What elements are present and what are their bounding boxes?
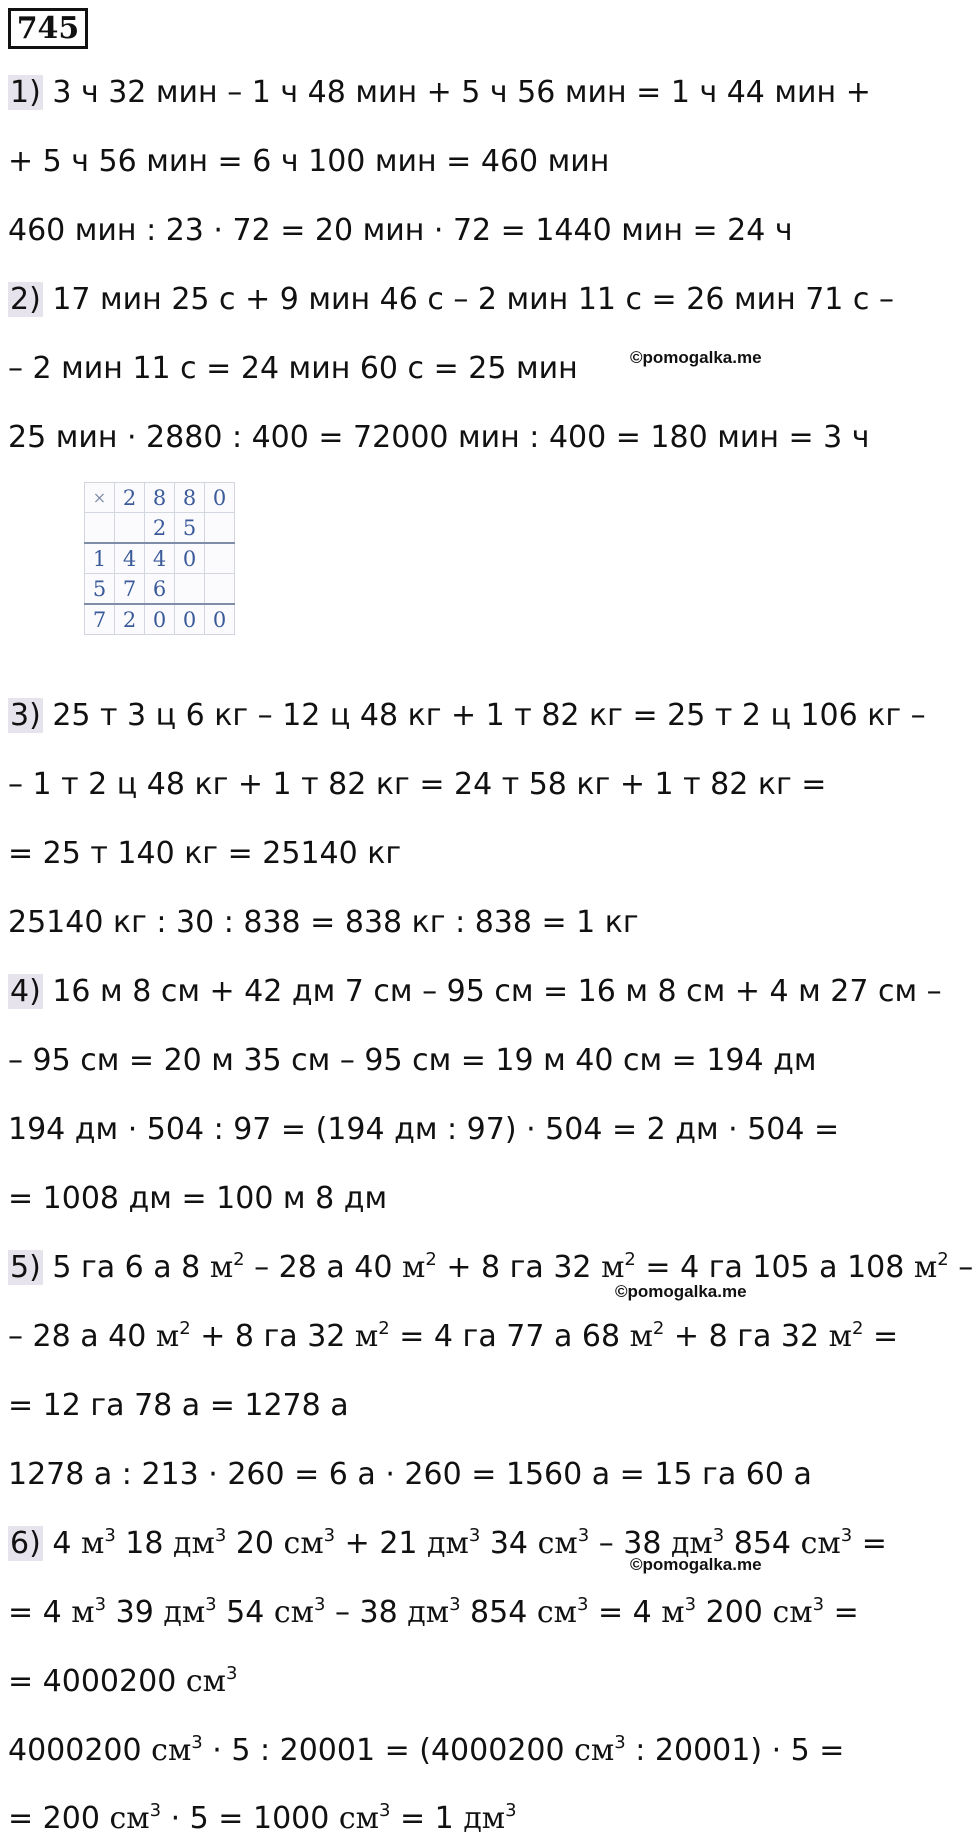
digit: 2	[115, 604, 145, 635]
unit: м	[209, 1250, 234, 1285]
line-text: = 4000200	[8, 1664, 186, 1699]
unit: м	[80, 1526, 105, 1561]
digit	[205, 574, 235, 605]
exponent: 3	[214, 1525, 227, 1546]
line-text: 4000200	[8, 1733, 152, 1768]
line-text: =	[852, 1526, 887, 1561]
line-text: – 28 а 40	[244, 1250, 403, 1285]
exponent: 3	[614, 1732, 626, 1753]
unit: дм	[463, 1801, 506, 1836]
digit: 2	[145, 513, 175, 544]
line-text: 39	[106, 1595, 164, 1630]
line-text: = 200	[8, 1801, 110, 1836]
digit: 7	[115, 574, 145, 605]
unit: см	[185, 1664, 226, 1699]
line-text: + 8 га 32	[190, 1319, 355, 1354]
solution-line	[8, 1593, 859, 1633]
exponent: 2	[652, 1318, 665, 1339]
line-text: = 4	[588, 1595, 662, 1630]
item-number: 6)	[10, 1526, 41, 1561]
unit: см	[273, 1595, 314, 1630]
solution-line	[8, 972, 942, 1012]
exponent: 3	[449, 1594, 461, 1615]
line-text: = 1	[390, 1801, 464, 1836]
mult-row-1	[85, 483, 235, 513]
exponent: 2	[378, 1318, 390, 1339]
item-number: 5)	[10, 1250, 41, 1285]
line-text: 20	[226, 1526, 284, 1561]
solution-line	[8, 1248, 973, 1288]
solution-line	[8, 1179, 387, 1219]
line-text: 16 м 8 см + 42 дм 7 см – 95 см = 16 м 8 см + 4 м 27 см –	[42, 974, 942, 1009]
exponent: 2	[425, 1249, 437, 1270]
solution-line	[8, 1110, 839, 1150]
item-number: 4)	[10, 974, 41, 1009]
line-text: · 5 : 20001 = (4000200	[202, 1733, 575, 1768]
line-text: 1278 а : 213 · 260 = 6 а · 260 = 1560 а = 15 га 60 а	[8, 1457, 812, 1492]
unit: дм	[163, 1595, 206, 1630]
line-text: =	[824, 1595, 859, 1630]
solution-line	[8, 1041, 817, 1081]
exponent: 2	[851, 1318, 864, 1339]
unit: см	[109, 1801, 150, 1836]
unit: дм	[407, 1595, 450, 1630]
multiplication-table	[84, 482, 235, 635]
digit: 5	[175, 513, 205, 544]
watermark: ©pomogalka.me	[630, 348, 762, 367]
line-text: 25140 кг : 30 : 838 = 838 кг : 838 = 1 кг	[8, 905, 639, 940]
watermark: ©pomogalka.me	[630, 1555, 762, 1574]
solution-line	[8, 834, 401, 874]
solution-line	[8, 1317, 898, 1357]
exponent: 3	[505, 1800, 517, 1821]
unit: м	[661, 1595, 685, 1630]
line-text: =	[863, 1319, 899, 1354]
exponent: 3	[149, 1800, 162, 1821]
exponent: 3	[577, 1594, 589, 1615]
line-text: = 4 га 77 а 68	[389, 1319, 630, 1354]
unit: м	[629, 1319, 653, 1354]
digit	[175, 574, 205, 605]
mult-row-5	[85, 604, 235, 635]
solution-line	[8, 1731, 844, 1771]
solution-line	[8, 73, 871, 113]
line-text: = 12 га 78 а = 1278 а	[8, 1388, 349, 1423]
exponent: 3	[314, 1594, 326, 1615]
solution-line	[8, 211, 793, 251]
unit: см	[283, 1526, 324, 1561]
solution-line	[8, 765, 826, 805]
line-text: – 2 мин 11 с = 24 мин 60 с = 25 мин	[8, 351, 578, 386]
line-text: 200	[696, 1595, 773, 1630]
digit: 0	[175, 543, 205, 574]
unit: м	[913, 1250, 938, 1285]
unit: м	[402, 1250, 426, 1285]
digit: 4	[145, 543, 175, 574]
line-text: – 38	[325, 1595, 408, 1630]
solution-line	[8, 1455, 812, 1495]
exponent: 3	[94, 1594, 107, 1615]
exponent: 3	[104, 1525, 116, 1546]
line-text: + 8 га 32	[664, 1319, 829, 1354]
solution-line	[8, 1799, 517, 1839]
line-text: + 8 га 32	[436, 1250, 602, 1285]
unit: м	[601, 1250, 625, 1285]
times-sign: ×	[85, 483, 115, 513]
unit: см	[338, 1801, 380, 1836]
line-text: + 21	[335, 1526, 428, 1561]
exponent: 3	[205, 1594, 217, 1615]
solution-line	[8, 903, 639, 943]
unit: дм	[427, 1526, 469, 1561]
watermark: ©pomogalka.me	[615, 1282, 747, 1301]
line-text: · 5 = 1000	[161, 1801, 339, 1836]
solution-line	[8, 142, 609, 182]
exponent: 3	[323, 1525, 336, 1546]
problem-number: 745	[8, 8, 88, 49]
line-text: 54	[216, 1595, 274, 1630]
line-text: = 25 т 140 кг = 25140 кг	[8, 836, 402, 871]
unit: см	[537, 1526, 578, 1561]
line-text: + 5 ч 56 мин = 6 ч 100 мин = 460 мин	[8, 144, 610, 179]
digit: 5	[85, 574, 115, 605]
digit: 8	[175, 483, 205, 513]
digit: 6	[145, 574, 175, 605]
line-text: 25 т 3 ц 6 кг – 12 ц 48 кг + 1 т 82 кг = 25 т 2 ц 106 кг –	[42, 698, 926, 733]
unit: дм	[173, 1526, 215, 1561]
digit	[205, 513, 235, 544]
exponent: 3	[191, 1732, 203, 1753]
line-text: – 95 см = 20 м 35 см – 95 см = 19 м 40 см = 194 дм	[8, 1043, 817, 1078]
line-text: 460 мин : 23 · 72 = 20 мин · 72 = 1440 мин = 24 ч	[8, 213, 793, 248]
exponent: 3	[840, 1525, 853, 1546]
solution-line	[8, 280, 894, 320]
solution-line	[8, 349, 578, 389]
line-text: 854	[724, 1526, 801, 1561]
solution-line	[8, 1386, 349, 1426]
exponent: 3	[684, 1594, 697, 1615]
unit: м	[155, 1319, 180, 1354]
exponent: 3	[712, 1525, 725, 1546]
item-number: 3)	[10, 698, 41, 733]
item-number: 1)	[10, 75, 41, 110]
digit	[205, 543, 235, 574]
unit: см	[772, 1595, 813, 1630]
line-text: 194 дм · 504 : 97 = (194 дм : 97) · 504 = 2 дм · 504 =	[8, 1112, 840, 1147]
line-text: : 20001) · 5 =	[625, 1733, 845, 1768]
digit: 1	[85, 543, 115, 574]
line-text: 3 ч 32 мин – 1 ч 48 мин + 5 ч 56 мин = 1 ч 44 мин +	[42, 75, 871, 110]
mult-row-2	[85, 513, 235, 544]
line-text: 25 мин · 2880 : 400 = 72000 мин : 400 = 180 мин = 3 ч	[8, 420, 870, 455]
exponent: 3	[468, 1525, 481, 1546]
digit	[115, 513, 145, 544]
mult-row-3	[85, 543, 235, 574]
exponent: 2	[233, 1249, 245, 1270]
unit: м	[354, 1319, 379, 1354]
exponent: 2	[179, 1318, 191, 1339]
mult-row-4	[85, 574, 235, 605]
line-text: = 4	[8, 1595, 72, 1630]
line-text: 5 га 6 а 8	[42, 1250, 210, 1285]
digit: 0	[205, 604, 235, 635]
digit	[85, 513, 115, 544]
unit: м	[71, 1595, 95, 1630]
digit: 0	[145, 604, 175, 635]
exponent: 3	[577, 1525, 590, 1546]
solution-line	[8, 1662, 237, 1702]
line-text: – 38	[589, 1526, 671, 1561]
solution-line	[8, 696, 926, 736]
line-text: 17 мин 25 с + 9 мин 46 с – 2 мин 11 с = 26 мин 71 с –	[42, 282, 894, 317]
exponent: 2	[624, 1249, 636, 1270]
line-text: – 28 а 40	[8, 1319, 156, 1354]
line-text: = 1008 дм = 100 м 8 дм	[8, 1181, 388, 1216]
line-text: 4	[42, 1526, 81, 1561]
digit: 0	[175, 604, 205, 635]
line-text: 34	[480, 1526, 538, 1561]
line-text: – 1 т 2 ц 48 кг + 1 т 82 кг = 24 т 58 кг + 1 т 82 кг =	[8, 767, 827, 802]
digit: 0	[205, 483, 235, 513]
unit: см	[151, 1733, 192, 1768]
exponent: 3	[225, 1663, 238, 1684]
unit: м	[828, 1319, 852, 1354]
unit: см	[536, 1595, 577, 1630]
line-text: 18	[115, 1526, 174, 1561]
digit: 2	[115, 483, 145, 513]
item-number: 2)	[10, 282, 41, 317]
exponent: 2	[937, 1249, 949, 1270]
digit: 4	[115, 543, 145, 574]
line-text: 854	[460, 1595, 537, 1630]
unit: дм	[670, 1526, 713, 1561]
digit: 8	[145, 483, 175, 513]
unit: см	[800, 1526, 841, 1561]
exponent: 3	[379, 1800, 391, 1821]
unit: см	[574, 1733, 615, 1768]
solution-line	[8, 418, 870, 458]
digit: 7	[85, 604, 115, 635]
line-text: = 4 га 105 а 108	[635, 1250, 914, 1285]
exponent: 3	[812, 1594, 825, 1615]
line-text: –	[948, 1250, 973, 1285]
